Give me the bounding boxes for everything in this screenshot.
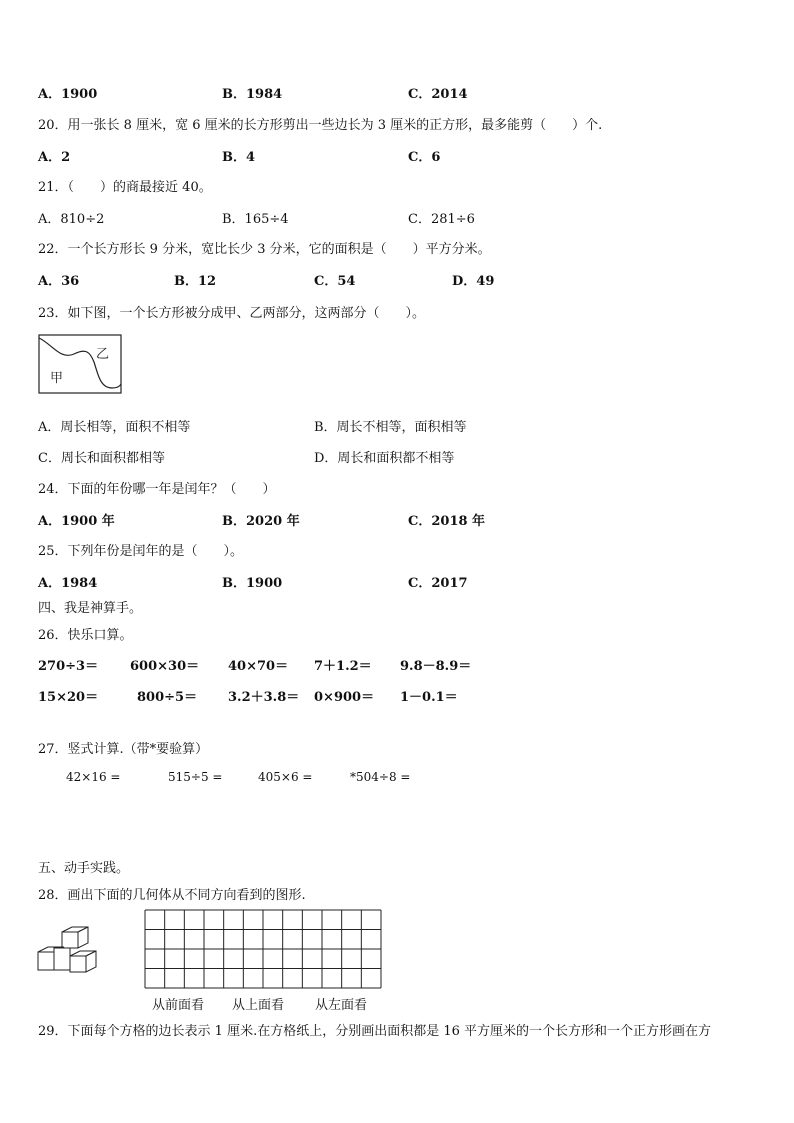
q19-option-b: B．1984 — [222, 87, 283, 102]
q26-r1-5: 9.8－8.9＝ — [400, 659, 472, 674]
q23-label-jia: 甲 — [50, 371, 64, 386]
q22-option-d: D．49 — [452, 274, 495, 289]
q27-item-4: *504÷8 = — [350, 770, 411, 784]
q21-option-c: C．281÷6 — [408, 212, 475, 227]
q20-option-a: A．2 — [38, 150, 71, 165]
q23-option-c: C．周长和面积都相等 — [38, 451, 165, 466]
section5-title: 五、动手实践。 — [38, 861, 130, 876]
q25-option-a: A．1984 — [38, 576, 98, 591]
q21-text: 21．（ ）的商最接近 40。 — [38, 180, 212, 195]
q25-option-b: B．1900 — [222, 576, 283, 591]
q23-text: 23．如下图，一个长方形被分成甲、乙两部分，这两部分（ ）。 — [38, 306, 426, 321]
q27-item-3: 405×6 = — [258, 770, 313, 784]
q28-cubes-figure — [36, 926, 108, 978]
q23-option-d: D．周长和面积都不相等 — [314, 451, 455, 466]
q22-option-c: C．54 — [314, 274, 356, 289]
q28-view-top: 从上面看 — [232, 998, 285, 1013]
q25-option-c: C．2017 — [408, 576, 468, 591]
q22-option-b: B．12 — [174, 274, 217, 289]
q26-r1-1: 270÷3＝ — [38, 659, 99, 674]
q23-option-b: B．周长不相等，面积相等 — [314, 420, 467, 435]
q26-r2-1: 15×20＝ — [38, 690, 99, 705]
q20-option-c: C．6 — [408, 150, 441, 165]
section4-title: 四、我是神算手。 — [38, 601, 143, 616]
q24-option-b: B．2020 年 — [222, 514, 300, 529]
q28-view-front: 从前面看 — [152, 998, 205, 1013]
q26-r1-3: 40×70＝ — [228, 659, 289, 674]
q29-text: 29．下面每个方格的边长表示 1 厘米.在方格纸上，分别画出面积都是 16 平方厘米的一个长方形和一个正方形画在方 — [38, 1024, 712, 1039]
q21-option-a: A．810÷2 — [38, 212, 105, 227]
q26-r2-2: 800÷5＝ — [137, 690, 198, 705]
q26-text: 26．快乐口算。 — [38, 628, 133, 643]
q23-label-yi: 乙 — [96, 347, 110, 362]
q26-r2-3: 3.2＋3.8＝ — [228, 690, 300, 705]
q28-text: 28．画出下面的几何体从不同方向看到的图形. — [38, 888, 306, 903]
q25-text: 25．下列年份是闰年的是（ ）。 — [38, 544, 244, 559]
q22-option-a: A．36 — [38, 274, 80, 289]
q20-option-b: B．4 — [222, 150, 256, 165]
q27-item-2: 515÷5 = — [168, 770, 223, 784]
q23-option-a: A．周长相等，面积不相等 — [38, 420, 191, 435]
q23-rectangle-figure — [38, 334, 122, 394]
q21-option-b: B．165÷4 — [222, 212, 289, 227]
q20-text: 20．用一张长 8 厘米，宽 6 厘米的长方形剪出一些边长为 3 厘米的正方形，最多能剪（ ）个. — [38, 118, 603, 133]
q27-text: 27．竖式计算.（带*要验算） — [38, 742, 209, 757]
q19-option-a: A．1900 — [38, 87, 98, 102]
q24-option-c: C．2018 年 — [408, 514, 486, 529]
q24-option-a: A．1900 年 — [38, 514, 115, 529]
q22-text: 22．一个长方形长 9 分米，宽比长少 3 分米，它的面积是（ ）平方分米。 — [38, 242, 491, 257]
q28-view-left: 从左面看 — [315, 998, 368, 1013]
q27-item-1: 42×16 = — [66, 770, 121, 784]
q26-r2-5: 1－0.1＝ — [400, 690, 458, 705]
q24-text: 24．下面的年份哪一年是闰年？（ ） — [38, 482, 276, 497]
q26-r1-4: 7＋1.2＝ — [314, 659, 372, 674]
q26-r1-2: 600×30＝ — [130, 659, 200, 674]
q19-option-c: C．2014 — [408, 87, 468, 102]
q28-drawing-grid[interactable] — [144, 909, 382, 989]
q26-r2-4: 0×900＝ — [314, 690, 375, 705]
